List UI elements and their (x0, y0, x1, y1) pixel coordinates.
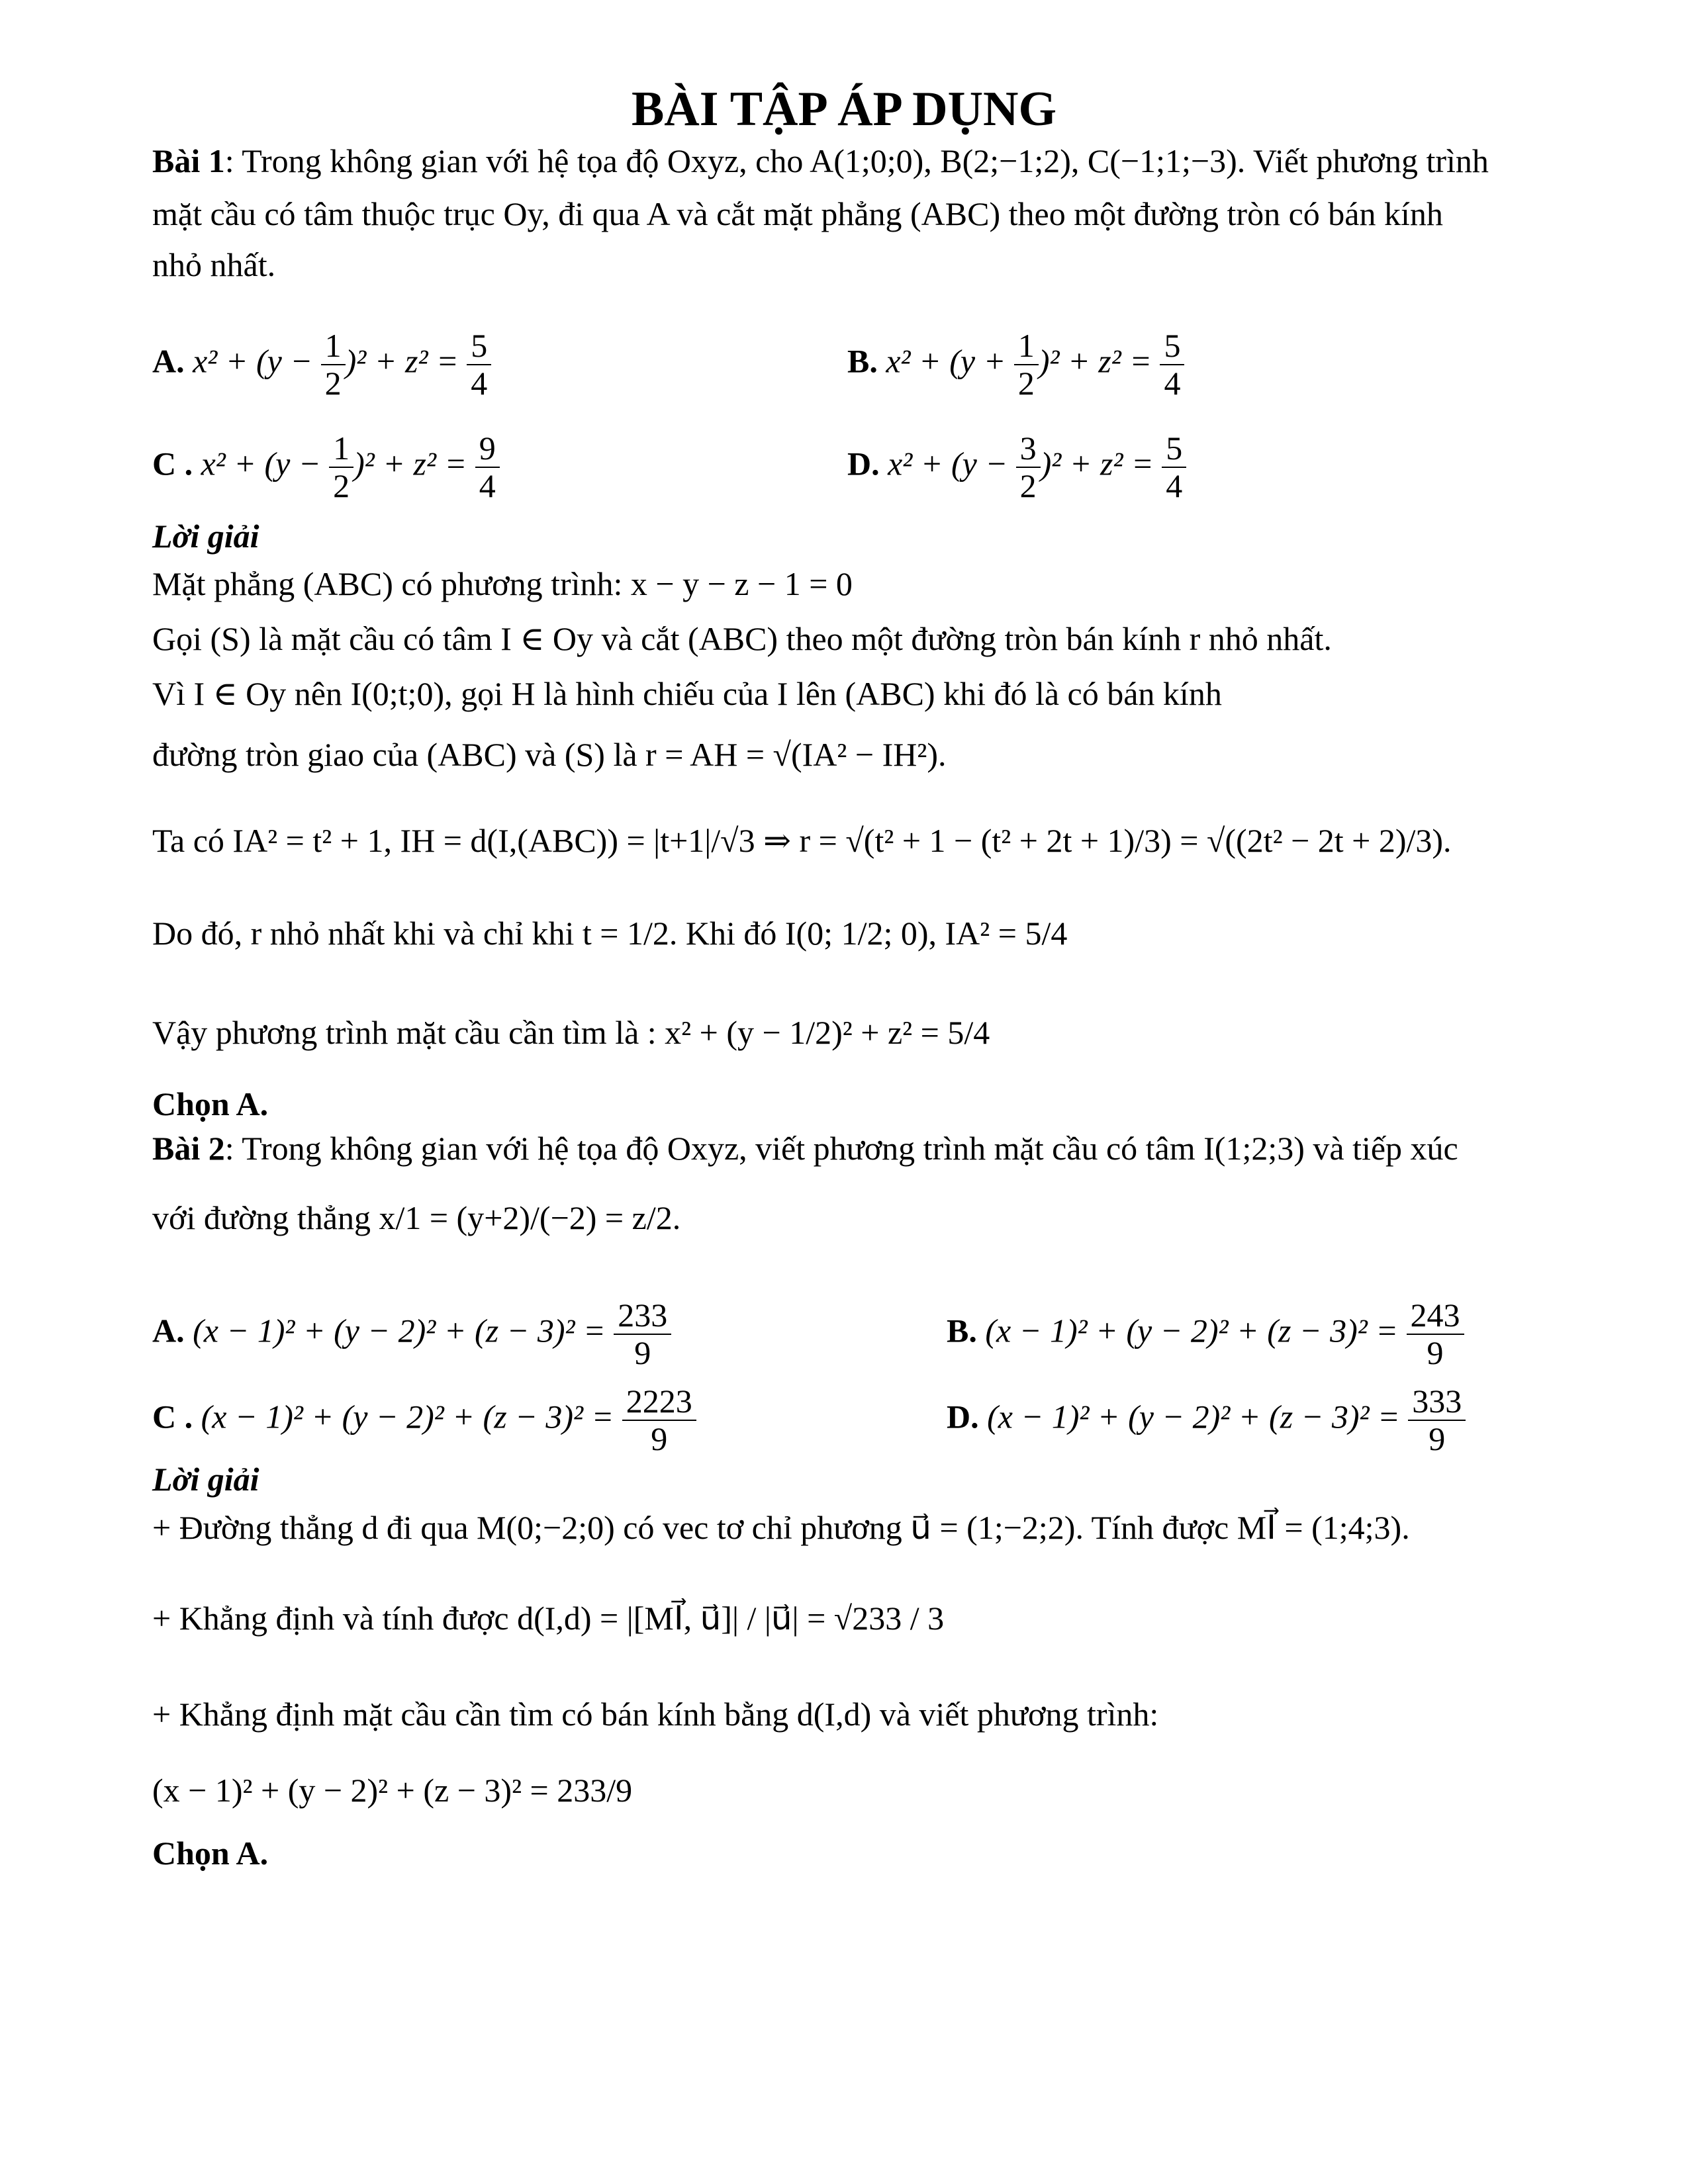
bai1-option-c: C . x² + (y − $\frac{1}{2}$ )² + z² = $\frac{9}{4}$ (152, 430, 500, 504)
bai1-solution-line: Mặt phẳng (ABC) có phương trình: x − y − z − 1 = 0 (152, 565, 853, 602)
bai1-solution-line: Vì I ∈ Oy nên I(0;t;0), gọi H là hình chiếu của I lên (ABC) khi đó là có bán kính (152, 675, 1222, 712)
bai2-label: Bài 2 (152, 1130, 225, 1167)
bai2-solution-line: + Đường thẳng d đi qua M(0;−2;0) có vec tơ chỉ phương u⃗ = (1;−2;2). Tính được MI⃗ = (1;4;3). (152, 1509, 1410, 1546)
bai1-solution-heading: Lời giải (152, 518, 259, 555)
bai1-prompt-line-3: nhỏ nhất. (152, 246, 276, 283)
bai1-solution-line: Do đó, r nhỏ nhất khi và chỉ khi t = 1/2. Khi đó I(0; 1/2; 0), IA² = 5/4 (152, 915, 1068, 952)
bai1-label: Bài 1 (152, 142, 225, 179)
bai1-solution-line: Ta có IA² = t² + 1, IH = d(I,(ABC)) = |t+1|/√3 ⇒ r = √(t² + 1 − (t² + 2t + 1)/3) = √((2t² − 2t + 2)/3). (152, 822, 1452, 859)
bai2-option-d: D. (x − 1)² + (y − 2)² + (z − 3)² = $\frac{333}{9}$ (947, 1383, 1466, 1457)
bai2-option-a: A. (x − 1)² + (y − 2)² + (z − 3)² = $\frac{233}{9}$ (152, 1297, 671, 1371)
bai1-answer: Chọn A. (152, 1085, 269, 1122)
bai1-option-b: B. x² + (y + $\frac{1}{2}$ )² + z² = $\frac{5}{4}$ (847, 328, 1184, 402)
bai1-solution-line: Vậy phương trình mặt cầu cần tìm là : x² + (y − 1/2)² + z² = 5/4 (152, 1014, 990, 1051)
bai2-solution-line: + Khẳng định mặt cầu cần tìm có bán kính bằng d(I,d) và viết phương trình: (152, 1696, 1159, 1733)
bai1-solution-line: đường tròn giao của (ABC) và (S) là r = AH = √(IA² − IH²). (152, 736, 947, 773)
bai1-option-d: D. x² + (y − $\frac{3}{2}$ )² + z² = $\frac{5}{4}$ (847, 430, 1186, 504)
bai2-prompt-line-2: với đường thẳng x/1 = (y+2)/(−2) = z/2. (152, 1199, 681, 1236)
bai2-prompt-line-1: Bài 2: Trong không gian với hệ tọa độ Oxyz, viết phương trình mặt cầu có tâm I(1;2;3) và tiếp xúc (152, 1130, 1458, 1167)
bai1-option-a: A. x² + (y − $\frac{1}{2}$ )² + z² = $\frac{5}{4}$ (152, 328, 491, 402)
page-title: BÀI TẬP ÁP DỤNG (631, 82, 1057, 136)
bai2-answer: Chọn A. (152, 1835, 269, 1872)
bai2-solution-line: (x − 1)² + (y − 2)² + (z − 3)² = 233/9 (152, 1772, 633, 1809)
bai2-solution-line: + Khẳng định và tính được d(I,d) = |[MI⃗, u⃗]| / |u⃗| = √233 / 3 (152, 1600, 945, 1637)
bai1-prompt-line-1: Bài 1: Trong không gian với hệ tọa độ Oxyz, cho A(1;0;0), B(2;−1;2), C(−1;1;−3). Viết phương trình (152, 142, 1489, 179)
bai2-option-b: B. (x − 1)² + (y − 2)² + (z − 3)² = $\frac{243}{9}$ (947, 1297, 1464, 1371)
bai2-option-c: C . (x − 1)² + (y − 2)² + (z − 3)² = $\frac{2223}{9}$ (152, 1383, 696, 1457)
bai1-solution-line: Gọi (S) là mặt cầu có tâm I ∈ Oy và cắt (ABC) theo một đường tròn bán kính r nhỏ nhất. (152, 620, 1332, 657)
bai2-solution-heading: Lời giải (152, 1461, 259, 1498)
bai1-prompt-line-2: mặt cầu có tâm thuộc trục Oy, đi qua A và cắt mặt phẳng (ABC) theo một đường tròn có bán kính (152, 195, 1443, 232)
